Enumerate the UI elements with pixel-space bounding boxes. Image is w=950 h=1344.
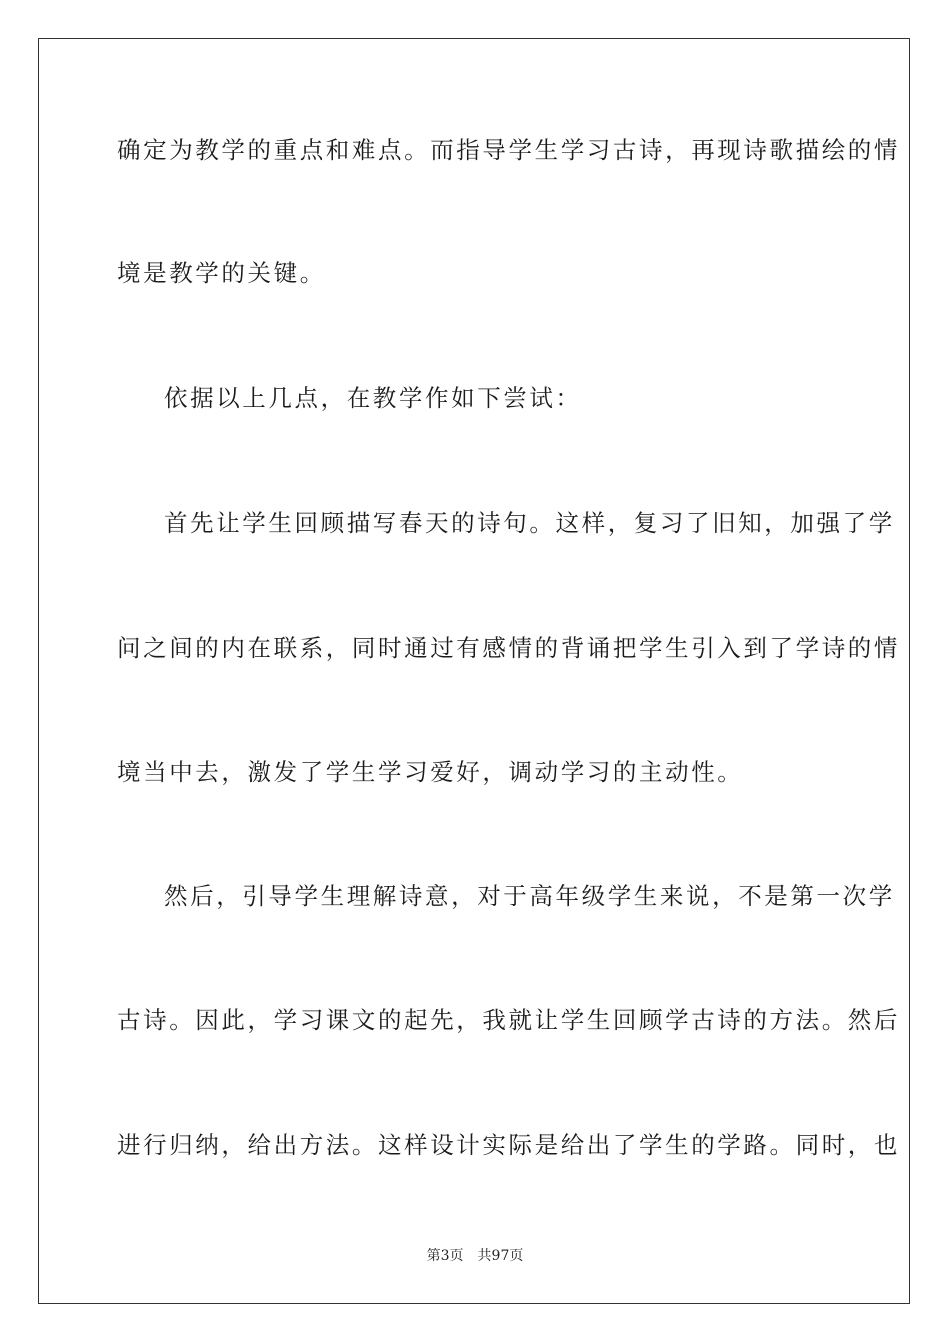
current-page-number: 第3页: [426, 1248, 464, 1264]
paragraph-line: 古诗。因此，学习课文的起先，我就让学生回顾学古诗的方法。然后: [117, 1006, 900, 1034]
page-footer: [0, 1246, 950, 1266]
paragraph-line: 境是教学的关键。: [117, 259, 326, 287]
paragraph-line: 首先让学生回顾描写春天的诗句。这样，复习了旧知，加强了学: [164, 509, 895, 537]
paragraph-line: 进行归纳，给出方法。这样设计实际是给出了学生的学路。同时，也: [117, 1131, 900, 1159]
paragraph-line: 确定为教学的重点和难点。而指导学生学习古诗，再现诗歌描绘的情: [117, 136, 900, 164]
paragraph-line: 然后，引导学生理解诗意，对于高年级学生来说，不是第一次学: [164, 882, 895, 910]
page-border: [38, 38, 910, 1304]
paragraph-line: 依据以上几点，在教学作如下尝试：: [164, 384, 582, 412]
paragraph-line: 问之间的内在联系，同时通过有感情的背诵把学生引入到了学诗的情: [117, 634, 900, 662]
total-page-count: 共97页: [477, 1248, 524, 1264]
paragraph-line: 境当中去，激发了学生学习爱好，调动学习的主动性。: [117, 758, 744, 786]
